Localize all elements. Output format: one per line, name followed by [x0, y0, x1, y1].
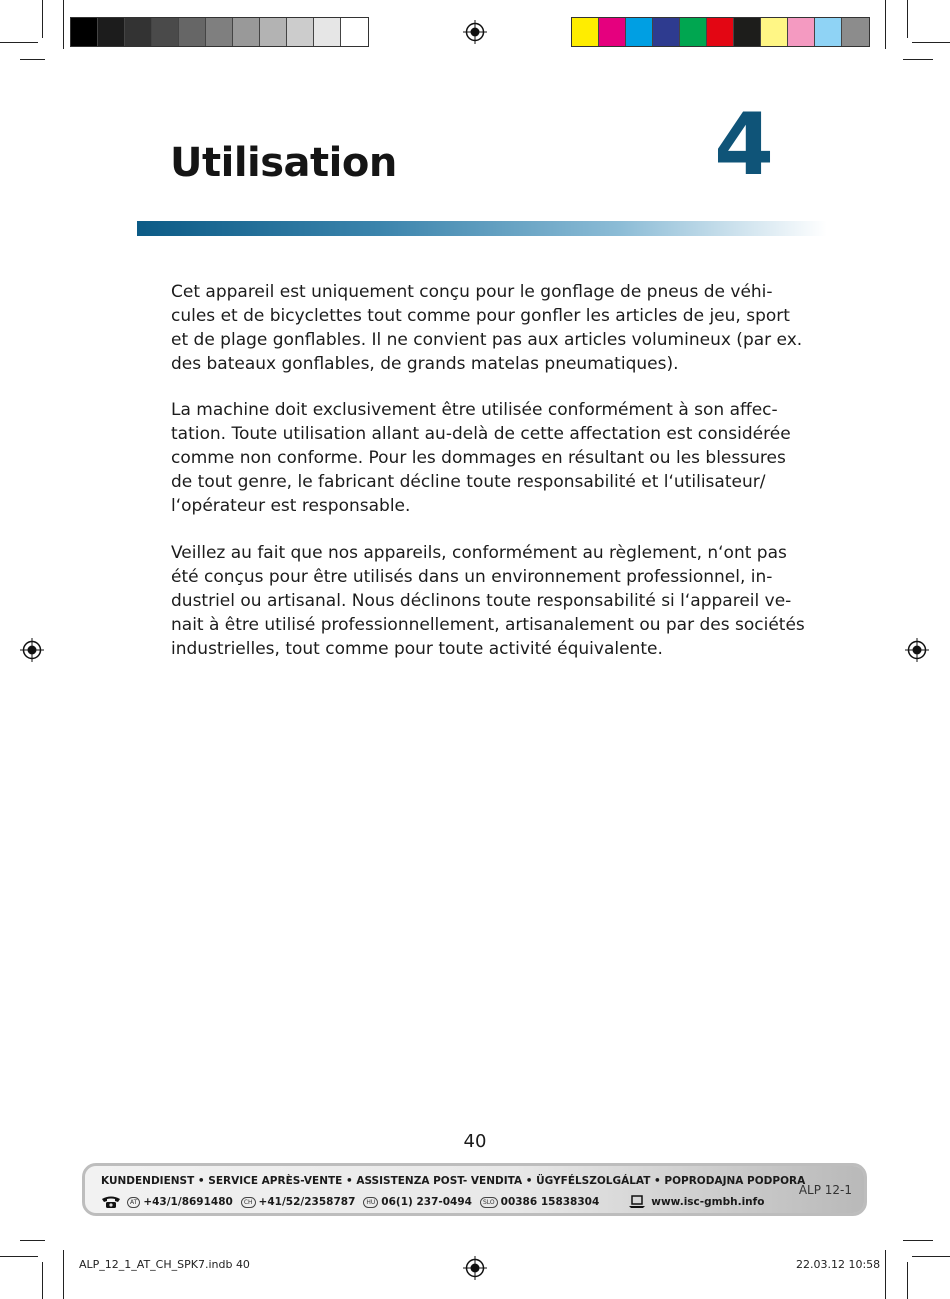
crop-mark [903, 1240, 933, 1241]
phone-entry-hu [363, 1196, 472, 1208]
page-number: 40 [463, 1131, 487, 1152]
text-line: La machine doit exclusivement être utilisée conformément à son affec- [171, 400, 778, 420]
header-gradient-rule [137, 221, 827, 236]
gray-swatch [71, 18, 98, 46]
color-swatch [734, 18, 761, 46]
text-line: tation. Toute utilisation allant au-delà de cette affectation est considérée [171, 424, 791, 444]
website-link[interactable]: www.isc-gmbh.info [651, 1196, 765, 1208]
text-line: dustriel ou artisanal. Nous déclinons toute responsabilité si l‘appareil ve- [171, 591, 792, 611]
process-color-bar [571, 17, 870, 47]
registration-mark-icon [905, 638, 929, 662]
crop-mark [907, 1262, 908, 1299]
body-paragraph [171, 280, 803, 376]
gray-swatch [314, 18, 341, 46]
gray-swatch [152, 18, 179, 46]
gray-swatch [287, 18, 314, 46]
text-line: comme non conforme. Pour les dommages en résultant ou les blessures [171, 448, 786, 468]
phone-entry-at [127, 1196, 233, 1208]
phone-number: +43/1/8691480 [143, 1196, 233, 1208]
country-badge: HU [363, 1197, 378, 1208]
crop-mark [912, 42, 950, 43]
text-line: et de plage gonflables. Il ne convient pas aux articles volumineux (par ex. [171, 330, 803, 350]
phone-number: +41/52/2358787 [258, 1196, 356, 1208]
crop-mark [20, 59, 45, 60]
country-badge: AT [127, 1197, 140, 1208]
service-contact-row [101, 1193, 764, 1211]
phone-entry-ch [241, 1196, 356, 1208]
text-line: de tout genre, le fabricant décline toute responsabilité et l‘utilisateur/ [171, 472, 766, 492]
slug-date: 22.03.12 10:58 [796, 1258, 881, 1271]
color-swatch [761, 18, 788, 46]
crop-mark [42, 1262, 43, 1299]
body-paragraph [171, 541, 805, 661]
gray-swatch [98, 18, 125, 46]
color-swatch [707, 18, 734, 46]
text-line: cules et de bicyclettes tout comme pour gonfler les articles de jeu, sport [171, 306, 790, 326]
text-line: industrielles, tout comme pour toute activité équivalente. [171, 639, 663, 659]
color-swatch [653, 18, 680, 46]
service-heading: KUNDENDIENST • SERVICE APRÈS-VENTE • ASSISTENZA POST- VENDITA • ÜGYFÉLSZOLGÁLAT • POPRODAJNA PODPORA [101, 1175, 806, 1187]
registration-mark-icon [463, 1256, 487, 1280]
laptop-icon [629, 1195, 645, 1209]
phone-entry-slo [480, 1196, 599, 1208]
gray-swatch [341, 18, 368, 46]
gray-swatch [179, 18, 206, 46]
phone-number: 00386 15838304 [500, 1196, 600, 1208]
crop-mark [20, 1240, 45, 1241]
crop-mark [0, 42, 38, 43]
crop-mark [63, 0, 64, 49]
gray-swatch [206, 18, 233, 46]
telephone-icon [101, 1195, 121, 1209]
registration-mark-icon [20, 638, 44, 662]
crop-mark [885, 1250, 886, 1299]
text-line: Veillez au fait que nos appareils, conformément au règlement, n‘ont pas [171, 543, 787, 563]
phone-number: 06(1) 237-0494 [381, 1196, 472, 1208]
gray-swatch [260, 18, 287, 46]
text-line: été conçus pour être utilisés dans un environnement professionnel, in- [171, 567, 773, 587]
gray-swatch [125, 18, 152, 46]
model-code: ALP 12-1 [798, 1183, 852, 1197]
crop-mark [907, 0, 908, 38]
country-badge: CH [241, 1197, 256, 1208]
crop-mark [912, 1256, 950, 1257]
crop-mark [0, 1256, 38, 1257]
gray-swatch [233, 18, 260, 46]
crop-mark [42, 0, 43, 38]
text-line: des bateaux gonflables, de grands matelas pneumatiques). [171, 354, 679, 374]
page-title: Utilisation [170, 140, 397, 186]
color-swatch [815, 18, 842, 46]
service-contact-box [82, 1163, 867, 1216]
color-swatch [626, 18, 653, 46]
crop-mark [903, 59, 933, 60]
color-swatch [788, 18, 815, 46]
registration-mark-icon [463, 20, 487, 44]
crop-mark [885, 0, 886, 49]
text-line: nait à être utilisé professionnellement, artisanalement ou par des sociétés [171, 615, 805, 635]
text-line: Cet appareil est uniquement conçu pour le gonflage de pneus de véhi- [171, 282, 773, 302]
color-swatch [599, 18, 626, 46]
crop-mark [63, 1250, 64, 1299]
color-swatch [680, 18, 707, 46]
slug-file-name: ALP_12_1_AT_CH_SPK7.indb 40 [79, 1258, 250, 1271]
color-swatch [572, 18, 599, 46]
text-line: l‘opérateur est responsable. [171, 496, 411, 516]
grayscale-color-bar [70, 17, 369, 47]
chapter-number: 4 [714, 95, 774, 195]
body-paragraph [171, 398, 791, 518]
country-badge: SLO [480, 1197, 498, 1208]
color-swatch [842, 18, 869, 46]
